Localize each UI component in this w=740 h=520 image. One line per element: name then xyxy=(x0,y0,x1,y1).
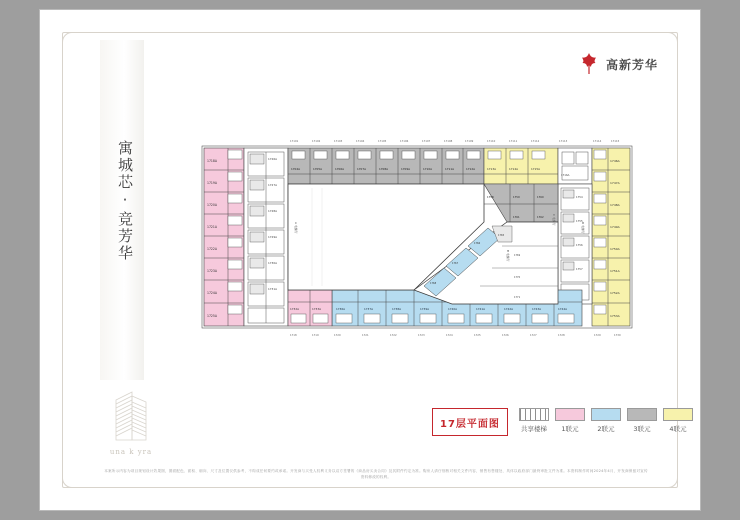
svg-text:17109: 17109 xyxy=(465,140,474,143)
svg-text:17111: 17111 xyxy=(509,140,518,143)
svg-text:1747A: 1747A xyxy=(610,181,620,185)
svg-text:1770: 1770 xyxy=(514,276,521,279)
svg-text:1720: 1720 xyxy=(334,334,341,337)
legend-label-unit3: 3联元 xyxy=(633,425,651,433)
svg-text:1708A: 1708A xyxy=(379,167,389,171)
svg-text:1721A: 1721A xyxy=(207,225,217,229)
svg-text:1719A: 1719A xyxy=(207,181,217,185)
frame-corner-bottom-left xyxy=(62,473,77,488)
svg-text:17110: 17110 xyxy=(487,140,496,143)
svg-text:1725: 1725 xyxy=(474,334,481,337)
svg-text:17103: 17103 xyxy=(334,140,343,143)
svg-text:17102: 17102 xyxy=(312,140,321,143)
legend-swatch-unit3 xyxy=(627,408,657,421)
legend-title: 17层平面图 xyxy=(432,408,508,436)
svg-text:1742A: 1742A xyxy=(504,307,514,311)
frame-corner-top-right xyxy=(663,32,678,47)
svg-text:1759: 1759 xyxy=(513,196,520,199)
svg-text:1706A: 1706A xyxy=(335,167,345,171)
svg-text:1721: 1721 xyxy=(362,334,369,337)
svg-text:C 电梯厅: C 电梯厅 xyxy=(552,214,556,226)
svg-text:1730: 1730 xyxy=(614,334,621,337)
legend-item-unit4 xyxy=(662,408,694,436)
maple-leaf-icon xyxy=(578,52,600,76)
svg-text:1758: 1758 xyxy=(487,196,494,199)
svg-text:1728A: 1728A xyxy=(268,209,278,213)
brand-name: 高新芳华 xyxy=(605,57,658,72)
svg-text:B 电梯厅: B 电梯厅 xyxy=(506,250,510,262)
svg-text:17112: 17112 xyxy=(531,140,540,143)
svg-text:1718: 1718 xyxy=(290,334,297,337)
legend-swatch-unit2 xyxy=(591,408,621,421)
svg-text:1726: 1726 xyxy=(502,334,509,337)
svg-text:1737A: 1737A xyxy=(364,307,374,311)
svg-text:1738A: 1738A xyxy=(392,307,402,311)
svg-text:1727A: 1727A xyxy=(268,183,278,187)
svg-text:1730A: 1730A xyxy=(268,261,278,265)
legend-label-unit1: 1联元 xyxy=(561,425,579,433)
svg-text:1757: 1757 xyxy=(576,268,583,271)
legend-item-stair xyxy=(518,408,550,436)
legend-item-unit2 xyxy=(590,408,622,436)
svg-text:1739A: 1739A xyxy=(420,307,430,311)
svg-text:1720A: 1720A xyxy=(207,203,217,207)
svg-text:1723A: 1723A xyxy=(207,269,217,273)
svg-text:1713A: 1713A xyxy=(487,167,497,171)
svg-text:1728: 1728 xyxy=(558,334,565,337)
watermark-caption: una k yra xyxy=(109,448,153,456)
svg-text:17104: 17104 xyxy=(356,140,365,143)
svg-text:1746A: 1746A xyxy=(610,159,620,163)
svg-text:1712A: 1712A xyxy=(466,167,476,171)
legend-label-unit2: 2联元 xyxy=(597,425,615,433)
svg-text:1723: 1723 xyxy=(418,334,425,337)
floor-plan xyxy=(162,118,672,368)
svg-text:1733A: 1733A xyxy=(312,307,322,311)
svg-text:1729A: 1729A xyxy=(268,235,278,239)
svg-text:1729: 1729 xyxy=(594,334,601,337)
svg-text:1736A: 1736A xyxy=(336,307,346,311)
svg-text:1722: 1722 xyxy=(390,334,397,337)
svg-text:1724: 1724 xyxy=(446,334,453,337)
svg-text:D 电梯厅: D 电梯厅 xyxy=(581,222,585,234)
legend-item-unit1 xyxy=(554,408,586,436)
slogan-text: 寓城芯·竞芳华 xyxy=(116,140,134,262)
svg-text:1715A: 1715A xyxy=(531,167,541,171)
disclaimer-text: 本案所示内容为项目规划设计效果图，图面配色、面积、朝向、尺寸及位置仅供参考，不构成任何要约或承诺。开发商与买受人权利义务以双方签署的《商品房买卖合同》及其附件约定为准。购房人请仔细核对相关文件内容，销售有售楼处、具体以政府部门最终审批文件为准。本资料制作时间2024年4月，开发商保留对宣传资料修改的权利。 xyxy=(104,469,648,479)
svg-text:1756: 1756 xyxy=(576,244,583,247)
legend-swatch-stair xyxy=(519,408,549,421)
legend xyxy=(432,408,698,436)
svg-text:1705A: 1705A xyxy=(313,167,323,171)
svg-text:1762: 1762 xyxy=(537,216,544,219)
svg-text:17107: 17107 xyxy=(422,140,431,143)
svg-text:17113: 17113 xyxy=(559,140,568,143)
svg-text:1710A: 1710A xyxy=(423,167,433,171)
svg-text:1768: 1768 xyxy=(430,282,437,285)
svg-text:1725A: 1725A xyxy=(207,314,217,318)
legend-item-unit3 xyxy=(626,408,658,436)
svg-text:1726A: 1726A xyxy=(268,157,278,161)
svg-text:1750A: 1750A xyxy=(610,247,620,251)
svg-text:17114: 17114 xyxy=(593,140,602,143)
svg-text:1722A: 1722A xyxy=(207,247,217,251)
svg-text:1731A: 1731A xyxy=(268,287,278,291)
frame-corner-bottom-right xyxy=(663,473,678,488)
svg-text:1760: 1760 xyxy=(537,196,544,199)
frame-corner-top-left xyxy=(62,32,77,47)
svg-text:1707A: 1707A xyxy=(357,167,367,171)
legend-swatch-unit4 xyxy=(663,408,693,421)
svg-text:1716A: 1716A xyxy=(561,174,570,177)
svg-text:17108: 17108 xyxy=(444,140,453,143)
svg-text:1769: 1769 xyxy=(514,254,521,257)
svg-text:1748A: 1748A xyxy=(610,203,620,207)
brand-logo xyxy=(578,52,658,76)
svg-text:1751A: 1751A xyxy=(610,269,620,273)
svg-text:1743A: 1743A xyxy=(532,307,542,311)
svg-text:17115: 17115 xyxy=(611,140,620,143)
legend-label-stair: 共享楼梯 xyxy=(520,425,547,433)
svg-text:1761: 1761 xyxy=(513,216,520,219)
svg-text:A 电梯厅: A 电梯厅 xyxy=(294,222,298,234)
svg-text:1732A: 1732A xyxy=(290,307,300,311)
svg-text:1753A: 1753A xyxy=(610,314,620,318)
svg-text:1765: 1765 xyxy=(498,234,505,237)
svg-text:1752A: 1752A xyxy=(610,291,620,295)
building-illustration xyxy=(102,382,160,442)
svg-text:1755: 1755 xyxy=(576,220,583,223)
svg-text:1771: 1771 xyxy=(514,296,521,299)
svg-text:1714A: 1714A xyxy=(509,167,519,171)
svg-text:1767: 1767 xyxy=(452,262,459,265)
legend-swatch-unit1 xyxy=(555,408,585,421)
svg-text:1719: 1719 xyxy=(312,334,319,337)
svg-text:1754: 1754 xyxy=(576,196,583,199)
svg-text:1709A: 1709A xyxy=(401,167,411,171)
svg-text:1711A: 1711A xyxy=(445,167,455,171)
svg-text:1704A: 1704A xyxy=(291,167,301,171)
svg-text:17105: 17105 xyxy=(378,140,387,143)
svg-text:1740A: 1740A xyxy=(448,307,458,311)
legend-label-unit4: 4联元 xyxy=(669,425,687,433)
svg-text:1727: 1727 xyxy=(530,334,537,337)
svg-text:1741A: 1741A xyxy=(476,307,486,311)
svg-text:1724A: 1724A xyxy=(207,291,217,295)
brochure-page xyxy=(40,10,700,510)
svg-text:1744A: 1744A xyxy=(558,307,568,311)
svg-text:1718A: 1718A xyxy=(207,159,217,163)
svg-text:17101: 17101 xyxy=(290,140,299,143)
svg-text:17106: 17106 xyxy=(400,140,409,143)
svg-text:1749A: 1749A xyxy=(610,225,620,229)
svg-text:1766: 1766 xyxy=(474,242,481,245)
